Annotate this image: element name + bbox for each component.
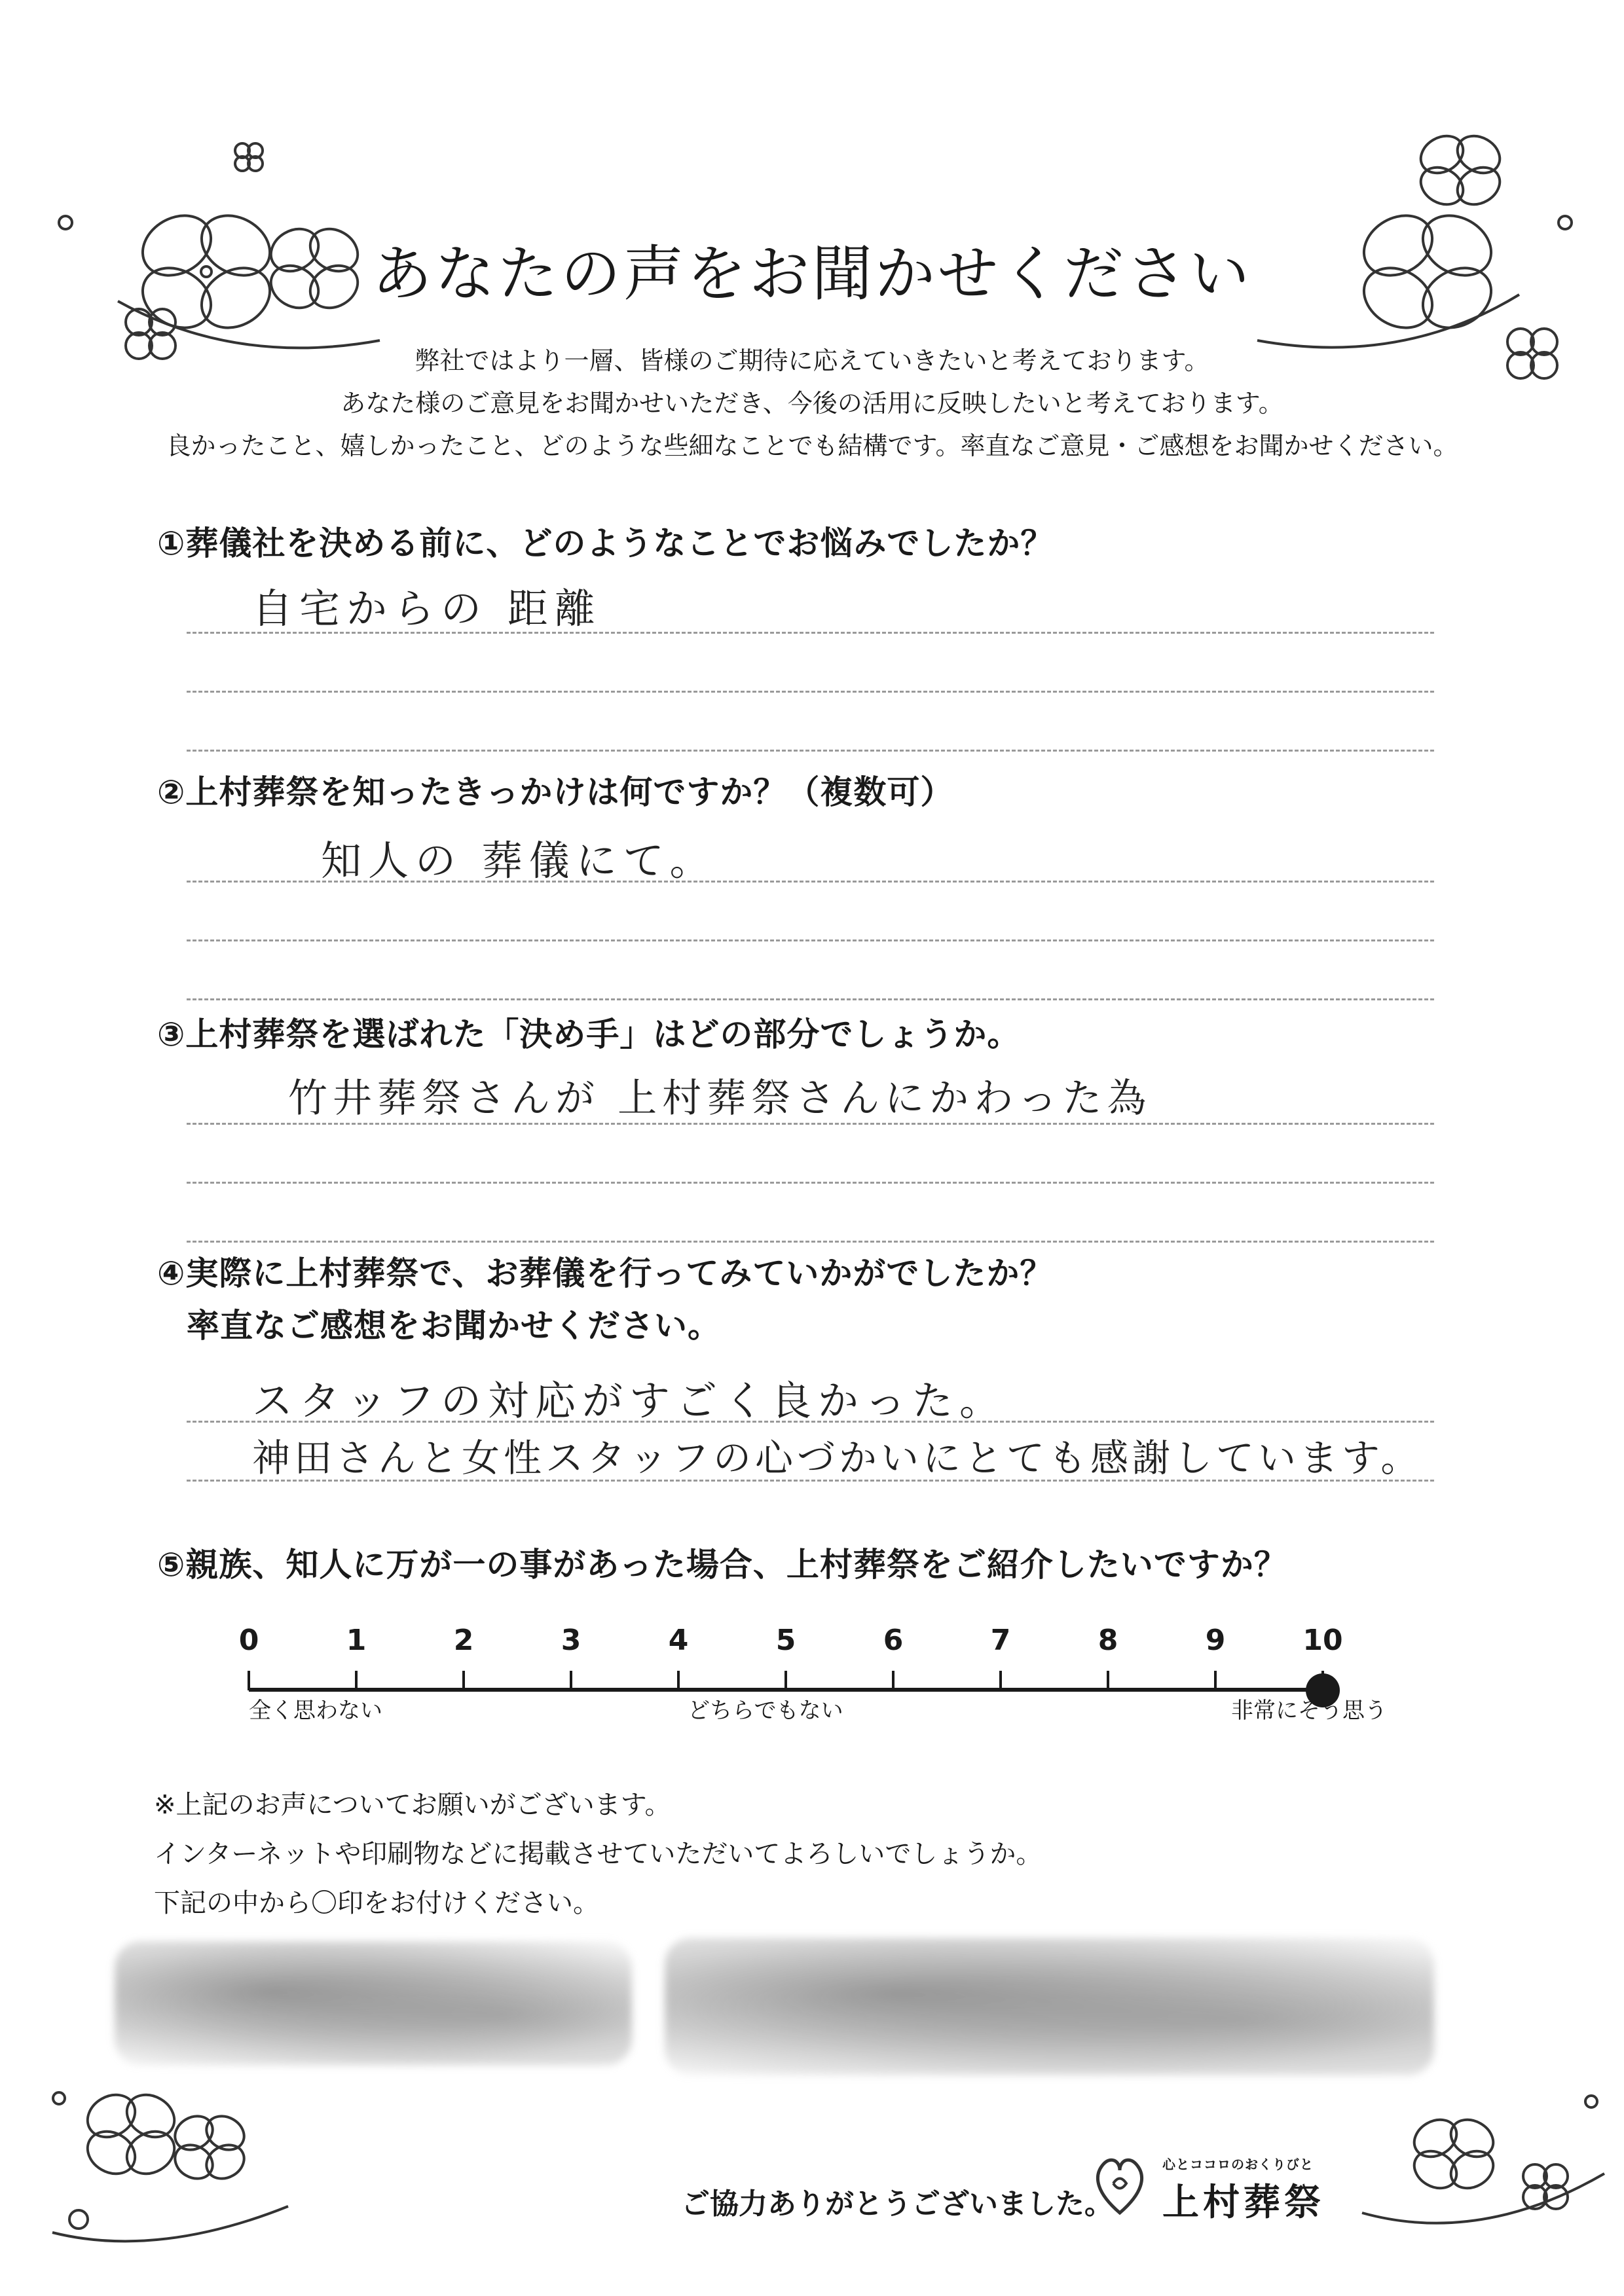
scale-tick-label: 5: [775, 1624, 796, 1657]
answer-line: [187, 1123, 1434, 1125]
question-2-answer: 知人の 葬儀にて。: [321, 837, 717, 884]
question-4-answer-line-2: 神田さんと女性スタッフの心づかいにとても感謝しています。: [252, 1436, 1423, 1480]
answer-line: [187, 1421, 1434, 1423]
logo-tagline: 心とココロのおくりびと: [1162, 2157, 1314, 2172]
answer-line: [187, 1480, 1434, 1482]
intro-line-1: 弊社ではより一層、皆様のご期待に応えていきたいと考えております。: [415, 346, 1209, 375]
question-4-answer-line-1: スタッフの対応がすごく良かった。: [252, 1377, 1007, 1425]
scale-tick-label: 8: [1098, 1624, 1118, 1657]
scale-label-mid: どちらでもない: [688, 1698, 843, 1724]
answer-line: [187, 691, 1434, 693]
scale-line: [249, 1688, 1336, 1692]
question-4-label-line-2: 率直なご感想をお聞かせください。: [187, 1307, 721, 1345]
intro-line-3: 良かったこと、嬉しかったこと、どのような些細なことでも結構です。率直なご意見・ご感想をお聞かせください。: [166, 431, 1458, 460]
answer-line: [187, 998, 1434, 1000]
question-2-label: ②上村葬祭を知ったきっかけは何ですか？（複数可）: [157, 773, 954, 811]
scale-tick-mark: [248, 1671, 250, 1690]
scale-tick-mark: [462, 1671, 465, 1690]
thank-you-message: ご協力ありがとうございました。: [681, 2187, 1113, 2221]
answer-line: [187, 1182, 1434, 1184]
question-1-answer: 自宅からの 距離: [252, 585, 602, 632]
scale-tick-label: 4: [668, 1624, 689, 1657]
question-5-label: ⑤親族、知人に万が一の事があった場合、上村葬祭をご紹介したいですか？: [157, 1546, 1287, 1584]
answer-line: [187, 750, 1434, 752]
scale-tick-mark: [1107, 1671, 1109, 1690]
redacted-area-left: [115, 1941, 632, 2066]
scale-tick-label: 0: [238, 1624, 259, 1657]
redacted-area-right: [665, 1938, 1434, 2075]
scale-tick-mark: [570, 1671, 572, 1690]
heart-logo-icon: [1090, 2147, 1149, 2219]
answer-line: [187, 632, 1434, 634]
permission-note-3: 下記の中から〇印をお付けください。: [154, 1888, 599, 1918]
answer-line: [187, 1241, 1434, 1243]
scale-tick-mark: [999, 1671, 1002, 1690]
scale-tick-label: 9: [1205, 1624, 1226, 1657]
page-title: あなたの声をお聞かせください: [371, 239, 1252, 309]
intro-line-2: あなた様のご意見をお聞かせいただき、今後の活用に反映したいと考えております。: [341, 389, 1283, 418]
scale-tick-label: 2: [453, 1624, 474, 1657]
clover-decoration-bottom-right: [1349, 2062, 1611, 2272]
scale-label-low: 全く思わない: [249, 1698, 382, 1724]
permission-note-2: インターネットや印刷物などに掲載させていただいてよろしいでしょうか。: [154, 1839, 1043, 1869]
scale-tick-label: 1: [346, 1624, 367, 1657]
clover-decoration-bottom-left: [39, 2062, 314, 2272]
scale-tick-mark: [355, 1671, 358, 1690]
scale-tick-label: 6: [883, 1624, 904, 1657]
answer-line: [187, 881, 1434, 883]
permission-note-1: ※上記のお声についてお願いがございます。: [154, 1790, 671, 1820]
scale-tick-label: 3: [561, 1624, 581, 1657]
scale-label-high: 非常にそう思う: [1231, 1698, 1387, 1724]
scale-tick-mark: [1214, 1671, 1217, 1690]
scale-tick-label: 10: [1302, 1624, 1343, 1657]
question-3-label: ③上村葬祭を選ばれた「決め手」はどの部分でしょうか。: [157, 1015, 1021, 1053]
scale-tick-mark: [784, 1671, 787, 1690]
answer-line: [187, 939, 1434, 941]
question-1-label: ①葬儀社を決める前に、どのようなことでお悩みでしたか？: [157, 524, 1054, 562]
scale-tick-label: 7: [990, 1624, 1011, 1657]
question-3-answer: 竹井葬祭さんが 上村葬祭さんにかわった為: [288, 1076, 1152, 1121]
scale-tick-mark: [677, 1671, 680, 1690]
question-4-label: ④実際に上村葬祭で、お葬儀を行ってみていかがでしたか？: [157, 1254, 1054, 1292]
logo-company-name: 上村葬祭: [1162, 2181, 1325, 2224]
scale-tick-mark: [892, 1671, 895, 1690]
